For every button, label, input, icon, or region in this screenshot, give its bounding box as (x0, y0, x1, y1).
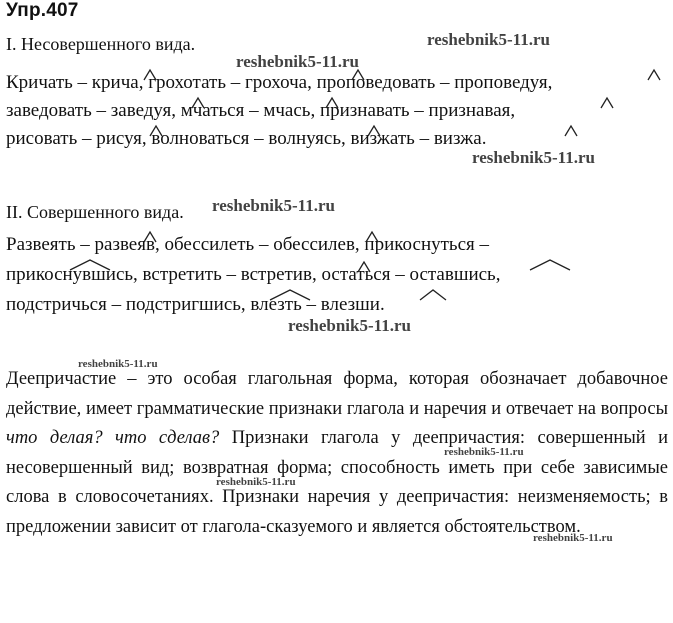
section-perfective-heading: II. Совершенного вида. (6, 202, 184, 222)
perfective-line-1: Развеять – развеяв, обессилеть – обессилев, прикоснуться – (6, 234, 489, 255)
watermark: reshebnik5-11.ru (78, 358, 158, 370)
suffix-mark (530, 260, 570, 270)
watermark: reshebnik5-11.ru (216, 476, 296, 488)
paragraph-questions: что делая? что сделав? (6, 428, 220, 448)
section-imperfective-heading: I. Несовершенного вида. (6, 34, 196, 54)
paragraph-part-1: Деепричастие – это особая глагольная форма, которая обозначает добавочное действие, имеет грамматические признаки глагола и наречия и отвечает на вопросы (6, 369, 668, 419)
watermark: reshebnik5-11.ru (288, 316, 411, 335)
definition-paragraph (6, 365, 668, 542)
watermark: reshebnik5-11.ru (533, 532, 613, 544)
suffix-mark (420, 290, 446, 300)
suffix-mark (601, 98, 613, 108)
suffix-mark (565, 126, 577, 136)
imperfective-line-3: рисовать – рисуя, волноваться – волнуясь, визжать – визжа. (6, 128, 487, 149)
watermark: reshebnik5-11.ru (427, 30, 550, 49)
imperfective-line-2: заведовать – заведуя, мчаться – мчась, признавать – признавая, (6, 100, 516, 121)
paragraph-part-2: Признаки глагола у деепричастия: совершенный и несовершенный вид; возвратная форма; способность иметь при себе зависимые слова в словосочетаниях. Признаки наречия у деепричастия: неизменяемость; в предложении зависит от глагола-сказуемого и является обстоятельством. (6, 428, 668, 537)
watermark: reshebnik5-11.ru (444, 446, 524, 458)
watermark: reshebnik5-11.ru (236, 52, 359, 71)
exercise-title: Упр.407 (6, 0, 79, 21)
watermark: reshebnik5-11.ru (212, 196, 335, 215)
perfective-line-2: прикоснувшись, встретить – встретив, остаться – оставшись, (6, 264, 501, 285)
perfective-line-3: подстричься – подстригшись, влезть – влезши. (6, 294, 385, 315)
imperfective-line-1: Кричать – крича, грохотать – грохоча, проповедовать – проповедуя, (6, 72, 553, 93)
watermark: reshebnik5-11.ru (472, 148, 595, 167)
suffix-mark (648, 70, 660, 80)
